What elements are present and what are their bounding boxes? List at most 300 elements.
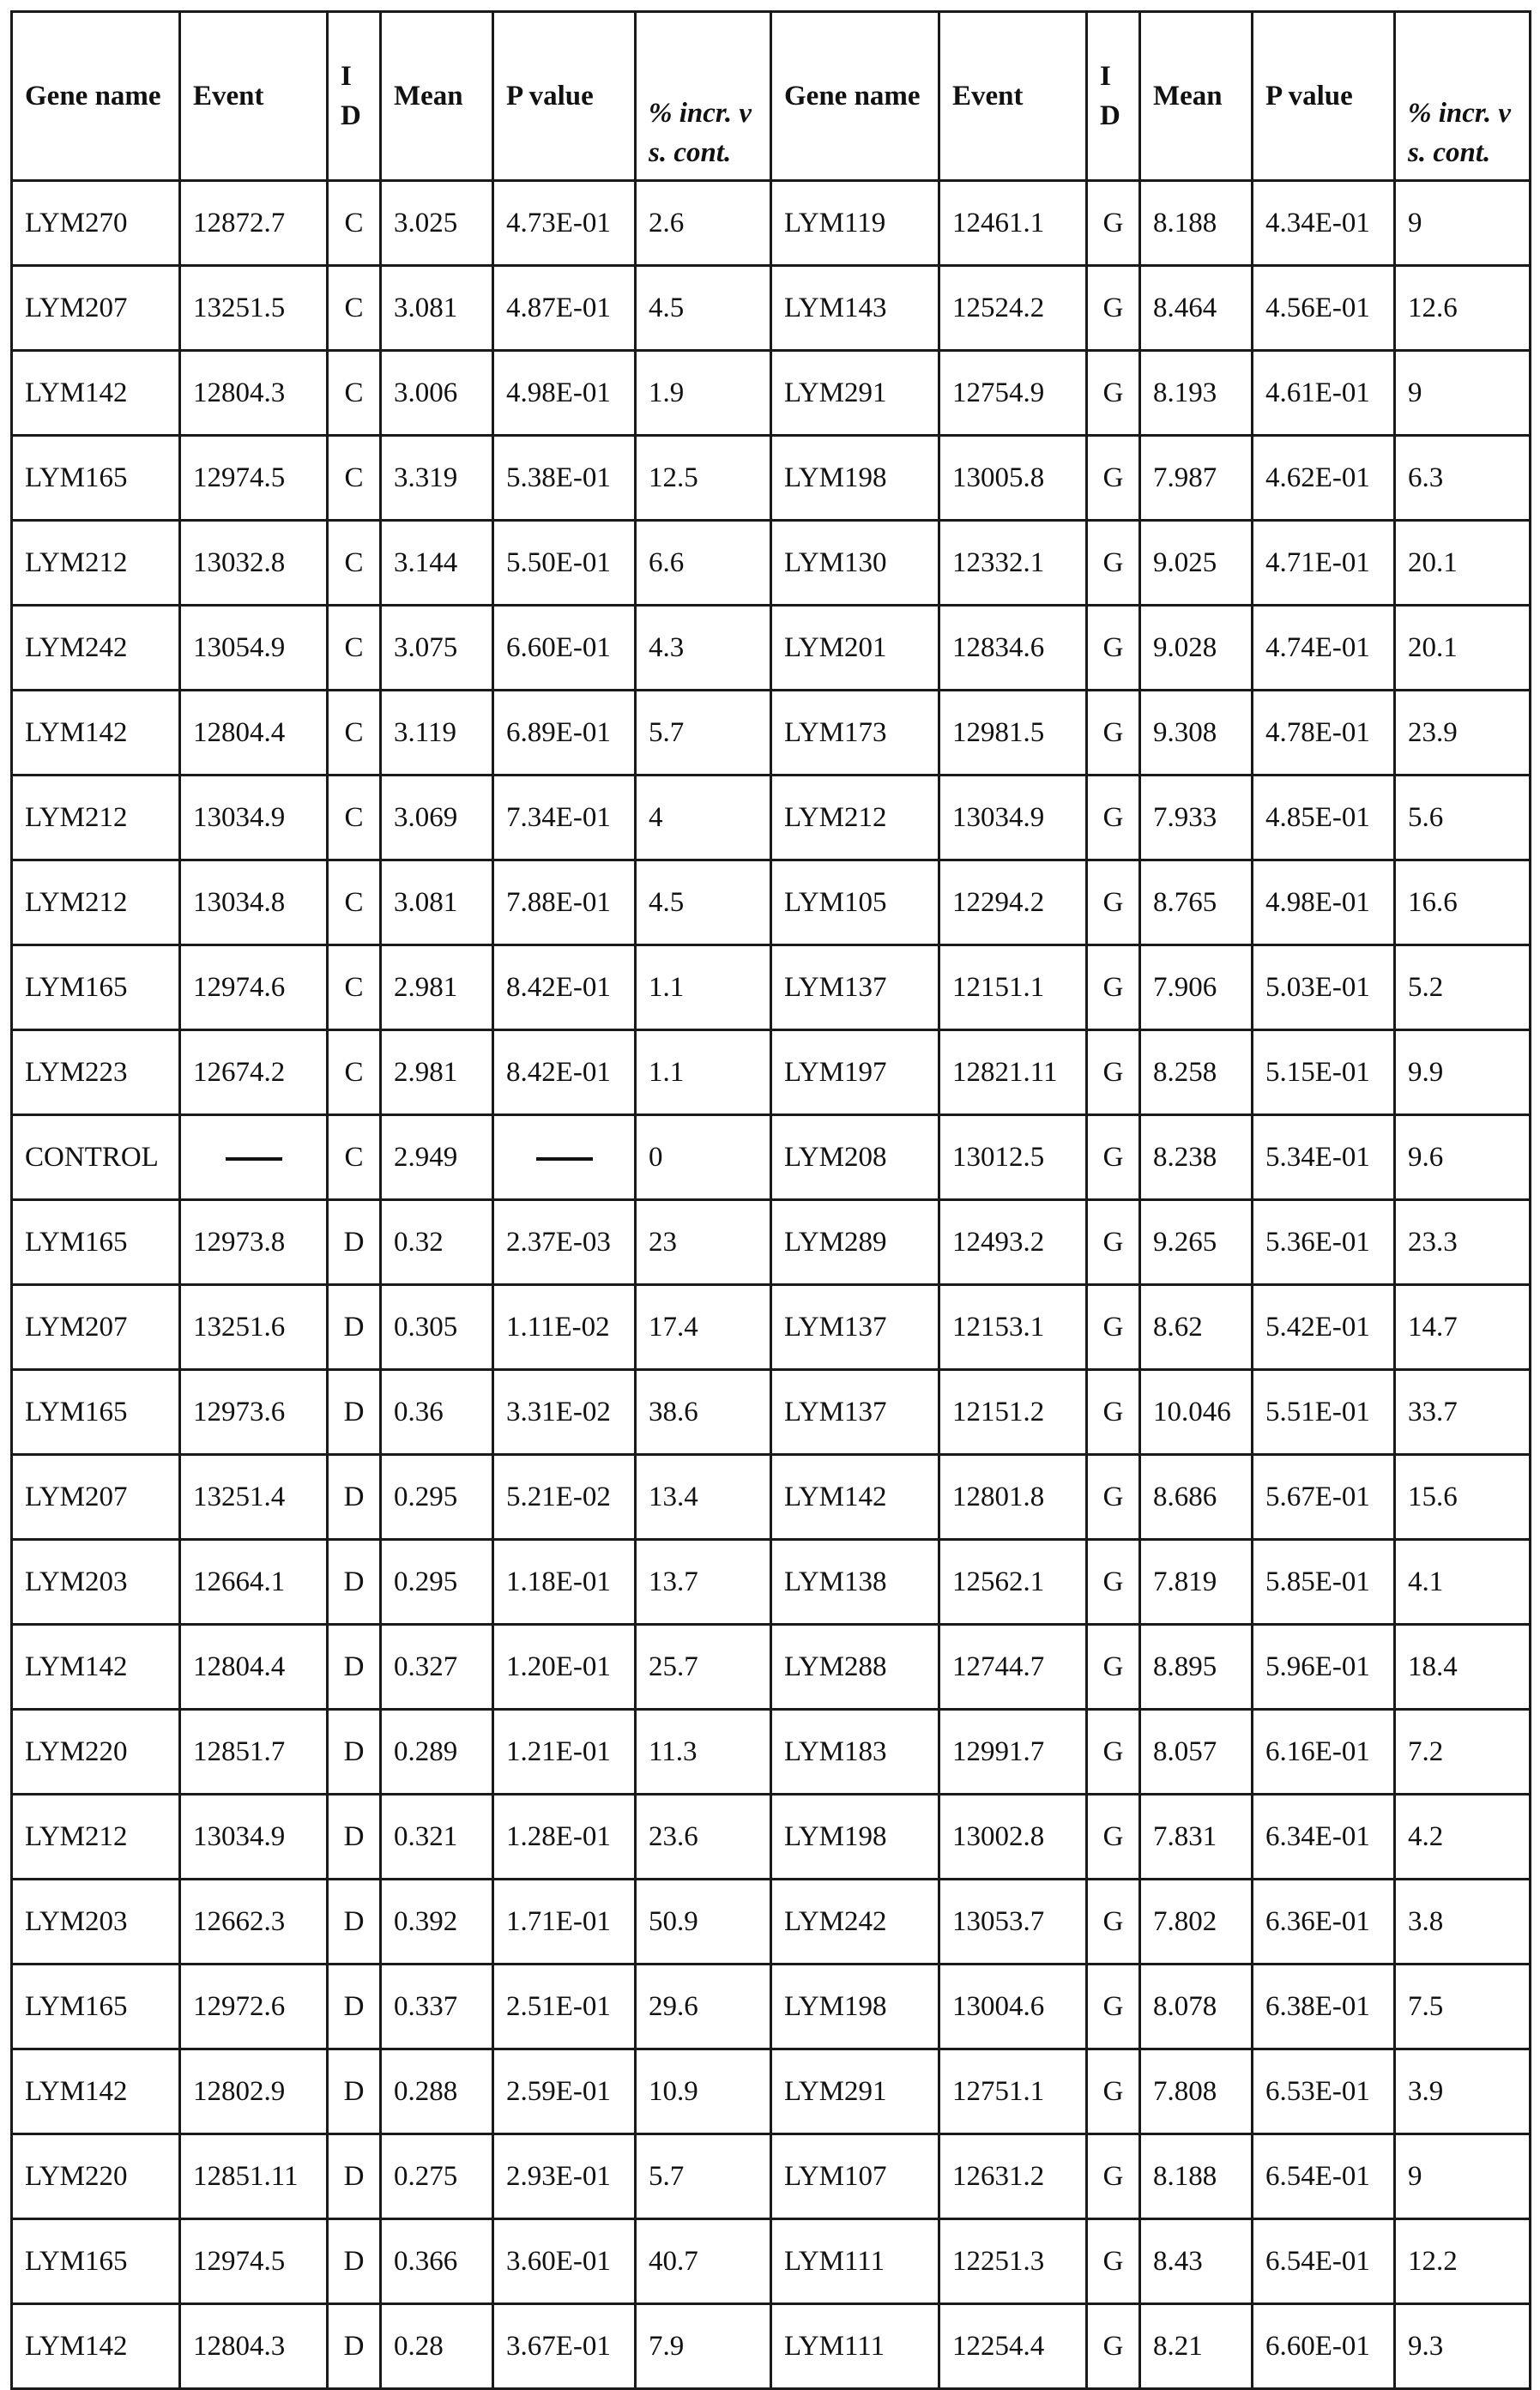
p-value-cell: 4.62E-01 — [1253, 436, 1395, 521]
mean-cell: 3.069 — [381, 776, 493, 860]
id-cell: G — [1087, 1115, 1140, 1200]
table-row — [12, 2219, 1531, 2304]
table-row — [12, 266, 1531, 351]
id-cell: G — [1087, 2134, 1140, 2219]
results-table — [10, 10, 1531, 2390]
id-cell: G — [1087, 436, 1140, 521]
table-row — [12, 1200, 1531, 1285]
incr-cell: 17.4 — [636, 1285, 771, 1370]
p-value-cell: 1.18E-01 — [493, 1540, 636, 1625]
table-row — [12, 1285, 1531, 1370]
incr-cell: 9 — [1395, 351, 1531, 436]
table-row — [12, 2134, 1531, 2219]
mean-cell: 8.765 — [1140, 860, 1253, 945]
id-cell: C — [328, 945, 381, 1030]
gene-name-cell: LYM137 — [771, 945, 939, 1030]
event-cell: 12754.9 — [939, 351, 1087, 436]
id-cell: G — [1087, 776, 1140, 860]
incr-cell: 16.6 — [1395, 860, 1531, 945]
event-cell: 12974.6 — [180, 945, 328, 1030]
id-cell: D — [328, 2304, 381, 2389]
incr-cell: 3.8 — [1395, 1880, 1531, 1965]
gene-name-cell: LYM138 — [771, 1540, 939, 1625]
mean-cell: 0.289 — [381, 1710, 493, 1795]
id-cell: C — [328, 1115, 381, 1200]
gene-name-cell: LYM197 — [771, 1030, 939, 1115]
incr-cell: 23.6 — [636, 1795, 771, 1880]
event-cell: 12151.1 — [939, 945, 1087, 1030]
incr-cell: 13.4 — [636, 1455, 771, 1540]
event-cell: 12744.7 — [939, 1625, 1087, 1710]
gene-name-cell: LYM198 — [771, 1795, 939, 1880]
p-value-cell: 5.67E-01 — [1253, 1455, 1395, 1540]
gene-name-cell: LYM119 — [771, 181, 939, 266]
p-value-cell: 2.51E-01 — [493, 1965, 636, 2049]
gene-name-cell: LYM288 — [771, 1625, 939, 1710]
gene-name-cell: LYM203 — [12, 1540, 180, 1625]
mean-cell: 7.906 — [1140, 945, 1253, 1030]
id-cell: G — [1087, 1625, 1140, 1710]
gene-name-cell: LYM208 — [771, 1115, 939, 1200]
id-cell: D — [328, 1200, 381, 1285]
incr-cell: 10.9 — [636, 2049, 771, 2134]
header-incr-left: % incr. vs. cont. — [636, 12, 771, 181]
id-cell: G — [1087, 691, 1140, 776]
event-cell: 12804.4 — [180, 1625, 328, 1710]
event-cell: 12294.2 — [939, 860, 1087, 945]
header-id-left: ID — [328, 12, 381, 181]
mean-cell: 7.808 — [1140, 2049, 1253, 2134]
id-cell: G — [1087, 1710, 1140, 1795]
incr-cell: 18.4 — [1395, 1625, 1531, 1710]
mean-cell: 8.21 — [1140, 2304, 1253, 2389]
mean-cell: 8.895 — [1140, 1625, 1253, 1710]
incr-cell: 4.1 — [1395, 1540, 1531, 1625]
header-row — [12, 12, 1531, 181]
event-cell: 12991.7 — [939, 1710, 1087, 1795]
p-value-cell: 6.60E-01 — [493, 606, 636, 691]
id-cell: G — [1087, 1965, 1140, 2049]
incr-cell: 25.7 — [636, 1625, 771, 1710]
p-value-cell: 5.15E-01 — [1253, 1030, 1395, 1115]
mean-cell: 9.265 — [1140, 1200, 1253, 1285]
id-cell: C — [328, 606, 381, 691]
p-value-cell: 1.20E-01 — [493, 1625, 636, 1710]
event-cell: 12524.2 — [939, 266, 1087, 351]
p-value-cell: 1.11E-02 — [493, 1285, 636, 1370]
gene-name-cell: LYM165 — [12, 1965, 180, 2049]
incr-cell: 5.6 — [1395, 776, 1531, 860]
id-cell: D — [328, 1965, 381, 2049]
mean-cell: 7.819 — [1140, 1540, 1253, 1625]
p-value-cell: 1.71E-01 — [493, 1880, 636, 1965]
gene-name-cell: LYM291 — [771, 2049, 939, 2134]
incr-cell: 29.6 — [636, 1965, 771, 2049]
mean-cell: 8.238 — [1140, 1115, 1253, 1200]
mean-cell: 3.006 — [381, 351, 493, 436]
p-value-cell: 2.59E-01 — [493, 2049, 636, 2134]
id-cell: C — [328, 776, 381, 860]
event-cell: 12821.11 — [939, 1030, 1087, 1115]
p-value-cell: 4.34E-01 — [1253, 181, 1395, 266]
p-value-cell: 6.16E-01 — [1253, 1710, 1395, 1795]
id-cell: G — [1087, 1285, 1140, 1370]
p-value-cell: 6.60E-01 — [1253, 2304, 1395, 2389]
mean-cell: 8.258 — [1140, 1030, 1253, 1115]
event-cell: 12332.1 — [939, 521, 1087, 606]
gene-name-cell: LYM165 — [12, 1200, 180, 1285]
p-value-cell: 2.93E-01 — [493, 2134, 636, 2219]
id-cell: G — [1087, 1540, 1140, 1625]
header-mean-left: Mean — [381, 12, 493, 181]
mean-cell: 8.43 — [1140, 2219, 1253, 2304]
table-row — [12, 691, 1531, 776]
mean-cell: 8.686 — [1140, 1455, 1253, 1540]
incr-cell: 12.5 — [636, 436, 771, 521]
mean-cell: 0.327 — [381, 1625, 493, 1710]
event-cell: 12851.11 — [180, 2134, 328, 2219]
mean-cell: 0.275 — [381, 2134, 493, 2219]
id-cell: G — [1087, 1370, 1140, 1455]
id-cell: G — [1087, 266, 1140, 351]
gene-name-cell: LYM291 — [771, 351, 939, 436]
p-value-cell: 4.85E-01 — [1253, 776, 1395, 860]
event-cell: 12974.5 — [180, 436, 328, 521]
event-cell: 13012.5 — [939, 1115, 1087, 1200]
incr-cell: 23.3 — [1395, 1200, 1531, 1285]
event-cell: 12804.4 — [180, 691, 328, 776]
p-value-cell: 5.42E-01 — [1253, 1285, 1395, 1370]
p-value-cell: 3.60E-01 — [493, 2219, 636, 2304]
mean-cell: 0.392 — [381, 1880, 493, 1965]
mean-cell: 8.62 — [1140, 1285, 1253, 1370]
p-value-cell: 1.28E-01 — [493, 1795, 636, 1880]
table-row — [12, 945, 1531, 1030]
id-cell: G — [1087, 2219, 1140, 2304]
event-cell: 13251.5 — [180, 266, 328, 351]
p-value-cell: 5.50E-01 — [493, 521, 636, 606]
event-cell: 12981.5 — [939, 691, 1087, 776]
incr-cell: 7.5 — [1395, 1965, 1531, 2049]
document-page — [10, 10, 1531, 2390]
gene-name-cell: LYM212 — [12, 860, 180, 945]
table-row — [12, 351, 1531, 436]
table-row — [12, 1710, 1531, 1795]
p-value-cell: 4.71E-01 — [1253, 521, 1395, 606]
incr-cell: 12.2 — [1395, 2219, 1531, 2304]
event-cell: 12674.2 — [180, 1030, 328, 1115]
gene-name-cell: LYM198 — [771, 1965, 939, 2049]
p-value-cell: 4.98E-01 — [1253, 860, 1395, 945]
table-row — [12, 1115, 1531, 1200]
gene-name-cell: LYM142 — [12, 1625, 180, 1710]
event-cell: 12461.1 — [939, 181, 1087, 266]
gene-name-cell: LYM223 — [12, 1030, 180, 1115]
event-cell: 12973.6 — [180, 1370, 328, 1455]
incr-cell: 40.7 — [636, 2219, 771, 2304]
event-cell: 13002.8 — [939, 1795, 1087, 1880]
id-cell: G — [1087, 181, 1140, 266]
incr-cell: 4.5 — [636, 266, 771, 351]
mean-cell: 7.933 — [1140, 776, 1253, 860]
id-cell: D — [328, 1710, 381, 1795]
event-cell: 13032.8 — [180, 521, 328, 606]
dash-placeholder — [536, 1157, 593, 1161]
p-value-cell: 3.67E-01 — [493, 2304, 636, 2389]
event-cell: 12493.2 — [939, 1200, 1087, 1285]
incr-cell: 9.6 — [1395, 1115, 1531, 1200]
mean-cell: 0.28 — [381, 2304, 493, 2389]
incr-cell: 9 — [1395, 181, 1531, 266]
mean-cell: 9.308 — [1140, 691, 1253, 776]
gene-name-cell: LYM165 — [12, 2219, 180, 2304]
incr-cell: 5.7 — [636, 2134, 771, 2219]
p-value-cell: 4.78E-01 — [1253, 691, 1395, 776]
table-row — [12, 1370, 1531, 1455]
mean-cell: 3.144 — [381, 521, 493, 606]
event-cell: 12973.8 — [180, 1200, 328, 1285]
table-row — [12, 1030, 1531, 1115]
gene-name-cell: LYM111 — [771, 2219, 939, 2304]
mean-cell: 3.075 — [381, 606, 493, 691]
header-p-value-right: P value — [1253, 12, 1395, 181]
event-cell: 12662.3 — [180, 1880, 328, 1965]
id-cell: D — [328, 1880, 381, 1965]
p-value-cell — [493, 1115, 636, 1200]
table-row — [12, 1965, 1531, 2049]
p-value-cell: 4.61E-01 — [1253, 351, 1395, 436]
gene-name-cell: LYM137 — [771, 1285, 939, 1370]
table-row — [12, 860, 1531, 945]
p-value-cell: 6.38E-01 — [1253, 1965, 1395, 2049]
mean-cell: 2.949 — [381, 1115, 493, 1200]
header-incr-right: % incr. vs. cont. — [1395, 12, 1531, 181]
gene-name-cell: LYM207 — [12, 1455, 180, 1540]
id-cell: G — [1087, 1880, 1140, 1965]
mean-cell: 9.028 — [1140, 606, 1253, 691]
gene-name-cell: LYM142 — [12, 2049, 180, 2134]
event-cell: 12804.3 — [180, 2304, 328, 2389]
id-cell: D — [328, 1625, 381, 1710]
incr-cell: 4.3 — [636, 606, 771, 691]
gene-name-cell: LYM142 — [771, 1455, 939, 1540]
mean-cell: 0.366 — [381, 2219, 493, 2304]
incr-cell: 9.9 — [1395, 1030, 1531, 1115]
header-id-right: ID — [1087, 12, 1140, 181]
id-cell: C — [328, 521, 381, 606]
mean-cell: 0.295 — [381, 1455, 493, 1540]
event-cell: 13251.6 — [180, 1285, 328, 1370]
mean-cell: 9.025 — [1140, 521, 1253, 606]
mean-cell: 2.981 — [381, 1030, 493, 1115]
table-row — [12, 1795, 1531, 1880]
id-cell: G — [1087, 1795, 1140, 1880]
event-cell: 13054.9 — [180, 606, 328, 691]
p-value-cell: 6.54E-01 — [1253, 2219, 1395, 2304]
id-cell: D — [328, 1455, 381, 1540]
gene-name-cell: LYM207 — [12, 1285, 180, 1370]
incr-cell: 50.9 — [636, 1880, 771, 1965]
incr-cell: 13.7 — [636, 1540, 771, 1625]
p-value-cell: 4.98E-01 — [493, 351, 636, 436]
gene-name-cell: LYM173 — [771, 691, 939, 776]
p-value-cell: 4.56E-01 — [1253, 266, 1395, 351]
id-cell: D — [328, 2134, 381, 2219]
gene-name-cell: LYM130 — [771, 521, 939, 606]
gene-name-cell: LYM165 — [12, 436, 180, 521]
p-value-cell: 5.96E-01 — [1253, 1625, 1395, 1710]
p-value-cell: 4.73E-01 — [493, 181, 636, 266]
event-cell: 12872.7 — [180, 181, 328, 266]
id-cell: G — [1087, 1200, 1140, 1285]
event-cell: 12251.3 — [939, 2219, 1087, 2304]
mean-cell: 7.802 — [1140, 1880, 1253, 1965]
header-event-right: Event — [939, 12, 1087, 181]
p-value-cell: 5.85E-01 — [1253, 1540, 1395, 1625]
gene-name-cell: LYM198 — [771, 436, 939, 521]
incr-cell: 23 — [636, 1200, 771, 1285]
event-cell: 13251.4 — [180, 1455, 328, 1540]
gene-name-cell: LYM143 — [771, 266, 939, 351]
table-row — [12, 1455, 1531, 1540]
gene-name-cell: LYM242 — [771, 1880, 939, 1965]
incr-cell: 4 — [636, 776, 771, 860]
table-row — [12, 436, 1531, 521]
event-cell: 12851.7 — [180, 1710, 328, 1795]
id-cell: G — [1087, 945, 1140, 1030]
p-value-cell: 7.88E-01 — [493, 860, 636, 945]
p-value-cell: 1.21E-01 — [493, 1710, 636, 1795]
incr-cell: 4.5 — [636, 860, 771, 945]
mean-cell: 7.831 — [1140, 1795, 1253, 1880]
id-cell: D — [328, 1285, 381, 1370]
id-cell: D — [328, 1370, 381, 1455]
mean-cell: 8.078 — [1140, 1965, 1253, 2049]
incr-cell: 14.7 — [1395, 1285, 1531, 1370]
id-cell: C — [328, 860, 381, 945]
table-row — [12, 1880, 1531, 1965]
id-cell: C — [328, 1030, 381, 1115]
mean-cell: 3.081 — [381, 860, 493, 945]
id-cell: D — [328, 1795, 381, 1880]
id-cell: G — [1087, 1455, 1140, 1540]
id-cell: G — [1087, 2304, 1140, 2389]
gene-name-cell: LYM212 — [12, 776, 180, 860]
id-cell: G — [1087, 2049, 1140, 2134]
incr-cell: 0 — [636, 1115, 771, 1200]
gene-name-cell: LYM165 — [12, 1370, 180, 1455]
incr-cell: 12.6 — [1395, 266, 1531, 351]
mean-cell: 0.36 — [381, 1370, 493, 1455]
incr-cell: 33.7 — [1395, 1370, 1531, 1455]
p-value-cell: 6.36E-01 — [1253, 1880, 1395, 1965]
p-value-cell: 5.36E-01 — [1253, 1200, 1395, 1285]
event-cell: 12631.2 — [939, 2134, 1087, 2219]
gene-name-cell: LYM207 — [12, 266, 180, 351]
gene-name-cell: LYM107 — [771, 2134, 939, 2219]
mean-cell: 8.193 — [1140, 351, 1253, 436]
table-row — [12, 606, 1531, 691]
incr-cell: 9 — [1395, 2134, 1531, 2219]
mean-cell: 0.321 — [381, 1795, 493, 1880]
mean-cell: 8.464 — [1140, 266, 1253, 351]
gene-name-cell: LYM201 — [771, 606, 939, 691]
gene-name-cell: LYM142 — [12, 691, 180, 776]
event-cell: 13034.8 — [180, 860, 328, 945]
incr-cell: 1.9 — [636, 351, 771, 436]
gene-name-cell: LYM142 — [12, 351, 180, 436]
id-cell: G — [1087, 860, 1140, 945]
mean-cell: 0.305 — [381, 1285, 493, 1370]
gene-name-cell: LYM111 — [771, 2304, 939, 2389]
id-cell: C — [328, 691, 381, 776]
gene-name-cell: LYM289 — [771, 1200, 939, 1285]
mean-cell: 8.188 — [1140, 2134, 1253, 2219]
p-value-cell: 8.42E-01 — [493, 945, 636, 1030]
event-cell: 13034.9 — [939, 776, 1087, 860]
id-cell: D — [328, 1540, 381, 1625]
mean-cell: 0.32 — [381, 1200, 493, 1285]
id-cell: C — [328, 181, 381, 266]
gene-name-cell: LYM242 — [12, 606, 180, 691]
gene-name-cell: LYM142 — [12, 2304, 180, 2389]
incr-cell: 9.3 — [1395, 2304, 1531, 2389]
incr-cell: 7.9 — [636, 2304, 771, 2389]
header-p-value-left: P value — [493, 12, 636, 181]
mean-cell: 7.987 — [1140, 436, 1253, 521]
p-value-cell: 6.54E-01 — [1253, 2134, 1395, 2219]
p-value-cell: 7.34E-01 — [493, 776, 636, 860]
gene-name-cell: LYM212 — [771, 776, 939, 860]
gene-name-cell: LYM105 — [771, 860, 939, 945]
gene-name-cell: LYM212 — [12, 521, 180, 606]
p-value-cell: 4.74E-01 — [1253, 606, 1395, 691]
mean-cell: 8.057 — [1140, 1710, 1253, 1795]
gene-name-cell: LYM203 — [12, 1880, 180, 1965]
event-cell: 12804.3 — [180, 351, 328, 436]
id-cell: G — [1087, 1030, 1140, 1115]
incr-cell: 11.3 — [636, 1710, 771, 1795]
incr-cell: 20.1 — [1395, 606, 1531, 691]
incr-cell: 2.6 — [636, 181, 771, 266]
mean-cell: 8.188 — [1140, 181, 1253, 266]
p-value-cell: 2.37E-03 — [493, 1200, 636, 1285]
mean-cell: 0.337 — [381, 1965, 493, 2049]
gene-name-cell: LYM270 — [12, 181, 180, 266]
incr-cell: 4.2 — [1395, 1795, 1531, 1880]
p-value-cell: 5.34E-01 — [1253, 1115, 1395, 1200]
table-row — [12, 2049, 1531, 2134]
p-value-cell: 6.53E-01 — [1253, 2049, 1395, 2134]
mean-cell: 3.319 — [381, 436, 493, 521]
table-row — [12, 2304, 1531, 2389]
event-cell: 12802.9 — [180, 2049, 328, 2134]
gene-name-cell: LYM220 — [12, 1710, 180, 1795]
header-gene-name-right: Gene name — [771, 12, 939, 181]
id-cell: D — [328, 2219, 381, 2304]
event-cell: 12562.1 — [939, 1540, 1087, 1625]
incr-cell: 6.6 — [636, 521, 771, 606]
event-cell: 12151.2 — [939, 1370, 1087, 1455]
incr-cell: 23.9 — [1395, 691, 1531, 776]
mean-cell: 3.081 — [381, 266, 493, 351]
table-row — [12, 1540, 1531, 1625]
p-value-cell: 6.34E-01 — [1253, 1795, 1395, 1880]
p-value-cell: 5.03E-01 — [1253, 945, 1395, 1030]
mean-cell: 10.046 — [1140, 1370, 1253, 1455]
table-row — [12, 521, 1531, 606]
gene-name-cell: LYM212 — [12, 1795, 180, 1880]
